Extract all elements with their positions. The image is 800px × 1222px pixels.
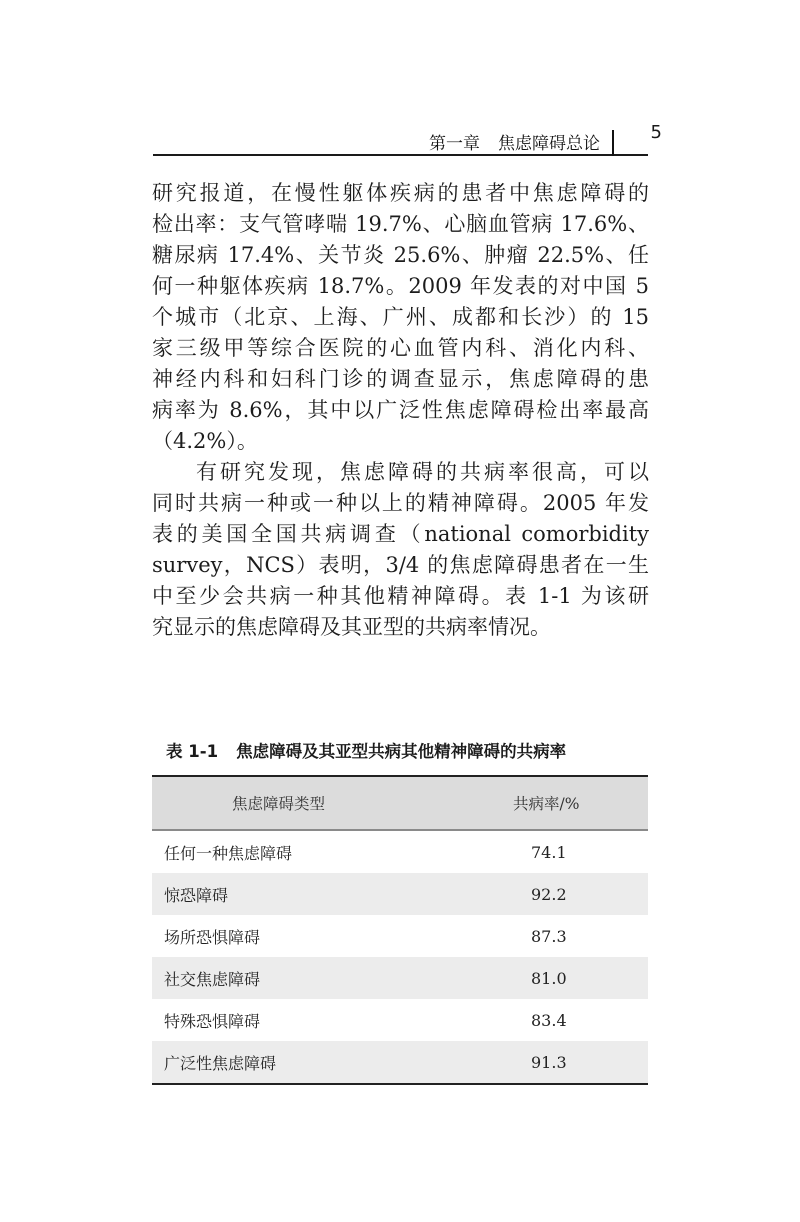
text-line: 究显示的焦虑障碍及其亚型的共病率情况。 — [152, 615, 551, 639]
page-number: 5 — [650, 122, 662, 143]
cell-rate: 87.3 — [531, 926, 567, 946]
table-row — [152, 999, 648, 1041]
cell-type: 任何一种焦虑障碍 — [164, 843, 293, 863]
text-line: 中至少会共病一种其他精神障碍。表 1-1 为该研 — [152, 584, 649, 608]
cell-type: 惊恐障碍 — [164, 885, 229, 905]
text-line: 何一种躯体疾病 18.7%。2009 年发表的对中国 5 — [152, 274, 649, 298]
running-head-text — [429, 128, 628, 154]
table-header-row — [152, 776, 648, 830]
column-header-rate: 共病率/% — [513, 795, 580, 813]
header-separator — [612, 130, 614, 156]
cell-type: 场所恐惧障碍 — [164, 927, 261, 947]
table-row — [152, 873, 648, 915]
comorbidity-table — [152, 775, 648, 1085]
running-head — [153, 122, 662, 156]
chapter-label: 第一章 — [429, 133, 480, 154]
cell-type: 特殊恐惧障碍 — [164, 1011, 261, 1031]
table-caption-number: 表 1-1 — [166, 742, 219, 761]
text-line: 同时共病一种或一种以上的精神障碍。2005 年发 — [152, 491, 649, 515]
text-line: 病率为 8.6%，其中以广泛性焦虑障碍检出率最高 — [152, 398, 649, 422]
chapter-title: 焦虑障碍总论 — [498, 133, 600, 154]
paragraph-2 — [152, 457, 649, 643]
text-line: 表的美国全国共病调查（national comorbidity — [152, 522, 649, 546]
text-line: 家三级甲等综合医院的心血管内科、消化内科、 — [152, 336, 649, 360]
cell-rate: 91.3 — [531, 1052, 567, 1072]
text-line: survey，NCS）表明，3/4 的焦虑障碍患者在一生 — [152, 553, 649, 577]
text-line: 神经内科和妇科门诊的调查显示，焦虑障碍的患 — [152, 367, 649, 391]
cell-rate: 74.1 — [531, 842, 567, 862]
table-row — [152, 830, 648, 873]
table-row — [152, 957, 648, 999]
paragraph-1 — [152, 178, 649, 457]
text-line: 研究报道，在慢性躯体疾病的患者中焦虑障碍的 — [152, 181, 649, 205]
column-header-type: 焦虑障碍类型 — [232, 795, 326, 813]
cell-rate: 83.4 — [531, 1010, 567, 1030]
text-line: 有研究发现，焦虑障碍的共病率很高，可以 — [196, 460, 649, 484]
cell-rate: 92.2 — [531, 884, 567, 904]
cell-type: 社交焦虑障碍 — [164, 969, 261, 989]
text-line: 糖尿病 17.4%、关节炎 25.6%、肿瘤 22.5%、任 — [152, 243, 649, 267]
table-row — [152, 915, 648, 957]
text-line: 个城市（北京、上海、广州、成都和长沙）的 15 — [152, 305, 649, 329]
text-line: （4.2%）。 — [152, 429, 258, 453]
cell-rate: 81.0 — [531, 968, 567, 988]
body-text — [152, 178, 649, 643]
table-caption — [166, 738, 646, 762]
text-line: 检出率：支气管哮喘 19.7%、心脑血管病 17.6%、 — [152, 212, 649, 236]
table-caption-title: 焦虑障碍及其亚型共病其他精神障碍的共病率 — [236, 742, 567, 761]
cell-type: 广泛性焦虑障碍 — [164, 1053, 277, 1073]
table-row — [152, 1041, 648, 1084]
